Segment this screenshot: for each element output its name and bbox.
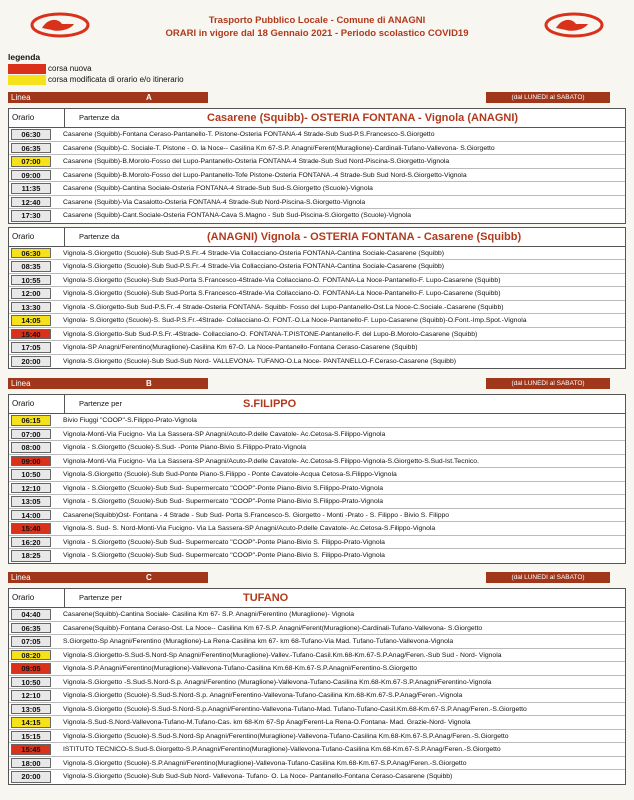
table-row xyxy=(9,730,625,744)
partenze-label: Partenze da xyxy=(79,231,120,241)
timetable-page xyxy=(8,6,626,796)
route-description: Casarene (Squibb)-Cant.Sociale-Osteria FONTANA-Cava S.Magno - Sub Sud-Piscina-S.Giorgetto (Scuole)-Vignola xyxy=(63,212,412,219)
departure-time: 17:05 xyxy=(11,342,51,353)
route-description: Vignola - S.Giorgetto (Scuole)-Sub Sud- Supermercato "COOP"-Ponte Piano-Bivio S. Filippo-Prato-Vignola xyxy=(63,538,385,546)
departure-time: 07:05 xyxy=(11,636,51,647)
route-description: Vignola -S.Giorgetto-Sub Sud-P.S.Fr.-4 Strade-Osteria FONTANA- Squibb- Fosso del Lupo-Pantanello-Ost.La Noce-C.Sociale.-Casarene (Squibb) xyxy=(63,303,504,311)
table-row xyxy=(9,428,625,442)
route-description: Vignola - S.Giorgetto (Scuole)-S.Sud- -Ponte Piano-Bivio S.Filippo-Prato-Vignola xyxy=(63,444,307,451)
linea-label xyxy=(8,572,208,583)
page-title xyxy=(98,14,536,40)
destination-title: (ANAGNI) Vignola - OSTERIA FONTANA - Casarene (Squibb) xyxy=(207,230,522,243)
destination-title: Casarene (Squibb)- OSTERIA FONTANA - Vignola (ANAGNI) xyxy=(207,112,519,124)
legend-item-new xyxy=(8,63,626,74)
route-description: Vignola-S.Giorgetto (Scuole)-S.Sud-S.Nord-S.p. Anagni/Ferentino-Vallevona-Tufano-Casilina Km.68-Km.67-S.P.Anag/Feren.-Vignola xyxy=(63,692,463,699)
table-row xyxy=(9,414,625,428)
table-row xyxy=(9,155,625,169)
table-row xyxy=(9,355,625,369)
table-row xyxy=(9,622,625,636)
table-row xyxy=(9,209,625,223)
route-description: ISTITUTO TECNICO-S.Sud-S.Giorgetto-S.P.Anagni/Ferentino(Muraglione)-Vallevona-Tufano-Casilina Km.68-Km.67-S.P.Anag/Feren.-S.Giorgetto xyxy=(63,746,501,753)
table-row xyxy=(9,536,625,550)
partenze-label: Partenze per xyxy=(79,399,122,408)
route-description: Vignola-S.Giorgetto (Scuole)-Sub Sud-Ponte Piano-S.Filippo - Ponte Cavatole-Acqua Cetosa-S.Filippo-Vignola xyxy=(63,471,397,478)
table-row xyxy=(9,301,625,315)
legend-item-modified xyxy=(8,74,626,85)
table-row xyxy=(9,689,625,703)
departure-time: 09:05 xyxy=(11,663,51,674)
departure-time: 13:30 xyxy=(11,302,51,313)
route-description: Casarene (Squibb)-Fontana Ceraso-Pantanello-T. Pistone-Osteria FONTANA-4 Strade-Sub Sud-P.S.Francesco-S.Giorgetto xyxy=(63,131,435,138)
legend-swatch-new xyxy=(8,64,46,74)
title-line-1: Trasporto Pubblico Locale - Comune di ANAGNI xyxy=(208,15,426,26)
table-row xyxy=(9,662,625,676)
table-row xyxy=(9,260,625,274)
direction-header xyxy=(8,394,626,413)
legend-title: legenda xyxy=(8,52,41,62)
route-description: Casarene(Squibb)-Fontana Ceraso-Ost. La Noce-- Casilina Km 67-S.P. Anagni/Ferent(Muraglione)-Cardinali-Tufano-Vallevona- S.Giorgetto xyxy=(63,624,483,632)
linea-label xyxy=(8,92,208,103)
linea-bar xyxy=(8,572,626,583)
schedule-table xyxy=(8,127,626,224)
route-description: Casarene(Squibb)Ost- Fontana - 4 Strade - Sub Sud- Porta S.Francesco-S. Giorgetto - Monti -Prato - S. Filippo - Bivio S. Filippo xyxy=(63,511,450,519)
orario-label: Orario xyxy=(9,589,65,607)
departure-time: 15:15 xyxy=(11,731,51,742)
route-description: Vignola-S.Sud-S.Nord-Vallevona-Tufano-M.Tufano-Cas. km 68-Km 67-Sp Anag/Ferent-La Rena-O.Fontana- Mad. Grazie-Nord- Vignola xyxy=(63,719,471,726)
table-row xyxy=(9,743,625,757)
departure-time: 14:05 xyxy=(11,315,51,326)
table-row xyxy=(9,649,625,663)
table-row xyxy=(9,182,625,196)
departure-time: 09:00 xyxy=(11,170,51,181)
departure-time: 20:00 xyxy=(11,771,51,783)
table-row xyxy=(9,287,625,301)
departure-time: 06:15 xyxy=(11,415,51,426)
table-row xyxy=(9,757,625,771)
departure-time: 12:10 xyxy=(11,483,51,494)
company-logo-right xyxy=(544,12,604,38)
departure-time: 13:05 xyxy=(11,704,51,715)
table-row xyxy=(9,703,625,717)
departure-time: 14:15 xyxy=(11,717,51,728)
table-row xyxy=(9,196,625,210)
route-description: Vignola-S.Giorgetto (Scuole)-S.Sud-S.Nord-S.p.Anagni/Ferentino-Vallevona-Tufano-Mad. Tufano-Tufano-Casil.Km.68-Km.67-S.P.Anag/Feren.-S.Giorgetto xyxy=(63,705,527,713)
departure-time: 12:00 xyxy=(11,288,51,299)
linea-days: (dal LUNEDI al SABATO) xyxy=(486,378,610,389)
linea-letter: C xyxy=(146,573,152,582)
legend-text-modified: corsa modificata di orario e/o itinerario xyxy=(48,75,184,84)
destination-title: TUFANO xyxy=(243,592,289,604)
route-description: Vignola-S.Giorgetto (Scuole)-Sub Sud-P.S.Fr.-4 Strade-Via Collacciano-Osteria FONTANA-Cantina Sociale-Casarene (Squibb) xyxy=(63,249,445,257)
title-line-2: ORARI in vigore dal 18 Gennaio 2021 - Periodo scolastico COVID19 xyxy=(165,28,469,39)
departure-time: 08:00 xyxy=(11,442,51,453)
route-description: Vignola-S. Sud- S. Nord-Monti-Via Fucigno- Via La Sassera-SP Anagni/Acuto-P.delle Cavatole- Ac.Cetosa-S.Filippo-Vignola xyxy=(63,525,436,532)
partenze-label: Partenze da xyxy=(79,113,120,122)
route-description: Vignola-S.Giorgetto (Scuole)-Sub Sud-P.S.Fr.-4 Strade-Via Collacciano-Osteria FONTANA-Cantina Sociale-Casarene (Squibb) xyxy=(63,263,445,270)
departure-time: 04:40 xyxy=(11,609,51,620)
linea-days: (dal LUNEDI al SABATO) xyxy=(486,572,610,583)
route-description: Vignola-SP Anagni/Ferentino(Muraglione)-Casilina Km 67-O. La Noce-Pantanello-Fontana Ceraso-Casarene (Squibb) xyxy=(63,344,418,351)
route-description: Vignola- S.Giorgetto (Scuole)-S. Sud-P.S.Fr.-4Strade- Collacciano-O. FONT.-O.La Noce-Pantanello-F. Lupo-Casarene (Squibb)-O.Font.-Imp.Spot.-Vignola xyxy=(63,317,527,324)
route-description: Vignola - S.Giorgetto (Scuole)-Sub Sud- Supermercato "COOP"-Ponte Piano-Bivio S.Filippo-Prato-Vignola xyxy=(63,498,384,505)
route-description: Vignola-S.P.Anagni/Ferentino(Muraglione)-Vallevona-Tufano-Casilina Km.68-Km.67-S.P.Anagni/Ferentino-S.Giorgetto xyxy=(63,665,418,672)
departure-time: 11:35 xyxy=(11,183,51,194)
departure-time: 10:50 xyxy=(11,677,51,688)
departure-time: 18:25 xyxy=(11,550,51,562)
departure-time: 18:00 xyxy=(11,758,51,769)
linea-label xyxy=(8,378,208,389)
departure-time: 06:30 xyxy=(11,129,51,140)
linea-word: Linea xyxy=(11,573,31,582)
departure-time: 14:00 xyxy=(11,510,51,521)
route-description: Vignola-S.Giorgetto (Scuole)-S.Sud-S.Nord-Sp Anagni/Ferentino(Muraglione)-Vallevona-Tufano-Casilina Km.68-Km.67-S.P.Anag/Feren.-S.Giorgetto xyxy=(63,732,509,740)
route-description: Vignola-S.Giorgetto (Scuole)-Sub Sud-Porta S.Francesco-4Strade-Via Collacciano-O. FONTANA-La Noce-Pantanello-F. Lupo-Casarene (Squibb) xyxy=(63,276,501,284)
table-row xyxy=(9,169,625,183)
table-row xyxy=(9,495,625,509)
schedule-table xyxy=(8,246,626,370)
linea-section-a xyxy=(8,92,626,369)
table-row xyxy=(9,770,625,784)
legend-text-new: corsa nuova xyxy=(48,64,92,73)
departure-time: 12:10 xyxy=(11,690,51,701)
table-row xyxy=(9,274,625,288)
linea-bar xyxy=(8,92,626,103)
schedule-table xyxy=(8,607,626,785)
departure-time: 06:30 xyxy=(11,248,51,259)
linea-letter: B xyxy=(146,379,152,388)
departure-time: 15:40 xyxy=(11,329,51,340)
direction-header xyxy=(8,108,626,127)
table-row xyxy=(9,247,625,261)
schedule-table xyxy=(8,413,626,564)
orario-label: Orario xyxy=(9,228,65,246)
table-row xyxy=(9,635,625,649)
departure-time: 09:00 xyxy=(11,456,51,467)
route-description: Vignola-Monti-Via Fucigno- Via La Sassera-SP Anagni/Acuto-P.delle Cavatole- Ac.Cetosa-S.Filippo-Vignola xyxy=(63,430,386,438)
departure-time: 12:40 xyxy=(11,197,51,208)
route-description: S.Giorgetto-Sp Anagni/Ferentino (Muraglione)-La Rena-Casilina km 67- km 68-Tufano-Via Mad. Tufano-Tufano-Vallevona-Vignola xyxy=(63,638,454,645)
linea-letter: A xyxy=(146,93,152,102)
departure-time: 10:50 xyxy=(11,469,51,480)
route-description: Casarene (Squibb)-B.Morolo-Fosso del Lupo-Pantanello-Osteria FONTANA-4 Strade-Sub Sud Nord-Piscina-S.Giorgetto-Vignola xyxy=(63,158,450,165)
company-logo-left xyxy=(30,12,90,38)
header xyxy=(8,6,626,50)
route-description: Vignola-S.Giorgetto -S.Sud-S.Nord-S.p. Anagni/Ferentino (Muraglione)-Vallevona-Tufano-Casilina Km.68-Km.67-S.P.Anagni/Ferentino-Vignola xyxy=(63,678,492,686)
departure-time: 16:20 xyxy=(11,537,51,548)
departure-time: 08:20 xyxy=(11,650,51,661)
table-row xyxy=(9,676,625,690)
route-description: Vignola-S.Giorgetto (Scuole)-Sub Sud-Sub Nord- VALLEVONA- TUFANO-O.La Noce- PANTANELLO-F.Ceraso-Casarene (Squibb) xyxy=(63,357,456,365)
departure-time: 08:35 xyxy=(11,261,51,272)
route-description: Vignola - S.Giorgetto (Scuole)-Sub Sud- Supermercato "COOP"-Ponte Piano-Bivio S.Filippo-Prato-Vignola xyxy=(63,484,384,492)
departure-time: 17:30 xyxy=(11,210,51,222)
linea-section-b xyxy=(8,378,626,564)
table-row xyxy=(9,142,625,156)
table-row xyxy=(9,482,625,496)
destination-title: S.FILIPPO xyxy=(243,398,297,410)
direction-header xyxy=(8,588,626,607)
route-description: Vignola-S.Giorgetto-Sub Sud-P.S.Fr.-4Strade- Collacciano-O. FONTANA-T.PISTONE-Pantanello-F. del Lupo-B.Morolo-Casarene (Squibb) xyxy=(63,330,478,338)
route-description: Bivio Fiuggi "COOP"-S.Filippo-Prato-Vignola xyxy=(63,417,197,424)
table-row xyxy=(9,314,625,328)
departure-time: 15:40 xyxy=(11,523,51,534)
legend xyxy=(8,52,626,85)
route-description: Vignola-S.Giorgetto-S.Sud-S.Nord-Sp Anagni/Ferentino(Muraglione)-Vallev.-Tufano-Casil.Km.68-Km.67-S.P.Anag/Feren.-Sub Sud - Nord- Vignola xyxy=(63,651,502,659)
linea-section-c xyxy=(8,572,626,785)
orario-label: Orario xyxy=(9,109,65,127)
table-row xyxy=(9,468,625,482)
orario-label: Orario xyxy=(9,395,65,413)
route-description: Vignola-S.Giorgetto (Scuole)-Sub Sud-Porta S.Francesco-4Strade-Via Collacciano-O. FONTANA-La Noce-Pantanello-F. Lupo-Casarene (Squibb) xyxy=(63,290,501,297)
table-row xyxy=(9,608,625,622)
table-row xyxy=(9,128,625,142)
table-row xyxy=(9,549,625,563)
table-row xyxy=(9,509,625,523)
legend-swatch-modified xyxy=(8,75,46,85)
table-row xyxy=(9,328,625,342)
route-description: Vignola-S.Giorgetto (Scuole)-S.P.Anagni/Ferentino(Muraglione)-Vallevona-Tufano-Casilina Km.68-Km.67-S.P.Anag/Feren.-S.Giorgetto xyxy=(63,759,467,767)
departure-time: 15:45 xyxy=(11,744,51,755)
departure-time: 07:00 xyxy=(11,429,51,440)
linea-word: Linea xyxy=(11,93,31,102)
departure-time: 20:00 xyxy=(11,356,51,368)
route-description: Casarene (Squibb)-B.Morolo-Fosso del Lupo-Pantanello-Tofe Pistone-Osteria FONTANA.-4 Strade-Sub Sud Nord-S.Giorgetto-Vignola xyxy=(63,171,467,179)
table-row xyxy=(9,522,625,536)
table-row xyxy=(9,716,625,730)
table-row xyxy=(9,455,625,469)
direction-header xyxy=(8,227,626,246)
route-description: Vignola-S.Giorgetto (Scuole)-Sub Sud-Sub Nord- Vallevona- Tufano- O. La Noce- Pantanello-Fontana Ceraso-Casarene (Squibb) xyxy=(63,773,453,780)
route-description: Vignola - S.Giorgetto (Scuole)-Sub Sud- Supermercato "COOP"-Ponte Piano-Bivio S. Filippo-Prato-Vignola xyxy=(63,552,385,559)
departure-time: 07:00 xyxy=(11,156,51,167)
linea-bar xyxy=(8,378,626,389)
partenze-label: Partenze per xyxy=(79,593,122,602)
linea-days: (dal LUNEDI al SABATO) xyxy=(486,92,610,103)
route-description: Casarene (Squibb)-Via Casalotto-Osteria FONTANA-4 Strade-Sub Nord-Piscina-S.Giorgetto-Vignola xyxy=(63,198,366,206)
departure-time: 10:55 xyxy=(11,275,51,286)
departure-time: 06:35 xyxy=(11,623,51,634)
route-description: Vignola-Monti-Via Fucigno- Via La Sassera-SP Anagni/Acuto-P.delle Cavatole- Ac.Cetosa-S.Filippo-Vignola-S.Giorgetto-S.Sud-Ist.Tecnico. xyxy=(63,457,479,465)
route-description: Casarene (Squibb)-Cantina Sociale-Osteria FONTANA-4 Strade-Sub Sud-S.Giorgetto (Scuole)-Vignola xyxy=(63,185,373,192)
departure-time: 13:05 xyxy=(11,496,51,507)
route-description: Casarene(Squibb)-Cantina Sociale- Casilina Km 67- S.P. Anagni/Ferentino (Muraglione)- Vignola xyxy=(63,611,355,618)
linea-word: Linea xyxy=(11,379,31,388)
table-row xyxy=(9,441,625,455)
departure-time: 06:35 xyxy=(11,143,51,154)
route-description: Casarene (Squibb)-C. Sociale-T. Pistone - O. la Noce-- Casilina Km 67-S.P. Anagni/Ferent(Muraglione)-Cardinali-Tufano-Vallevona- S.Giorgetto xyxy=(63,144,495,152)
table-row xyxy=(9,341,625,355)
